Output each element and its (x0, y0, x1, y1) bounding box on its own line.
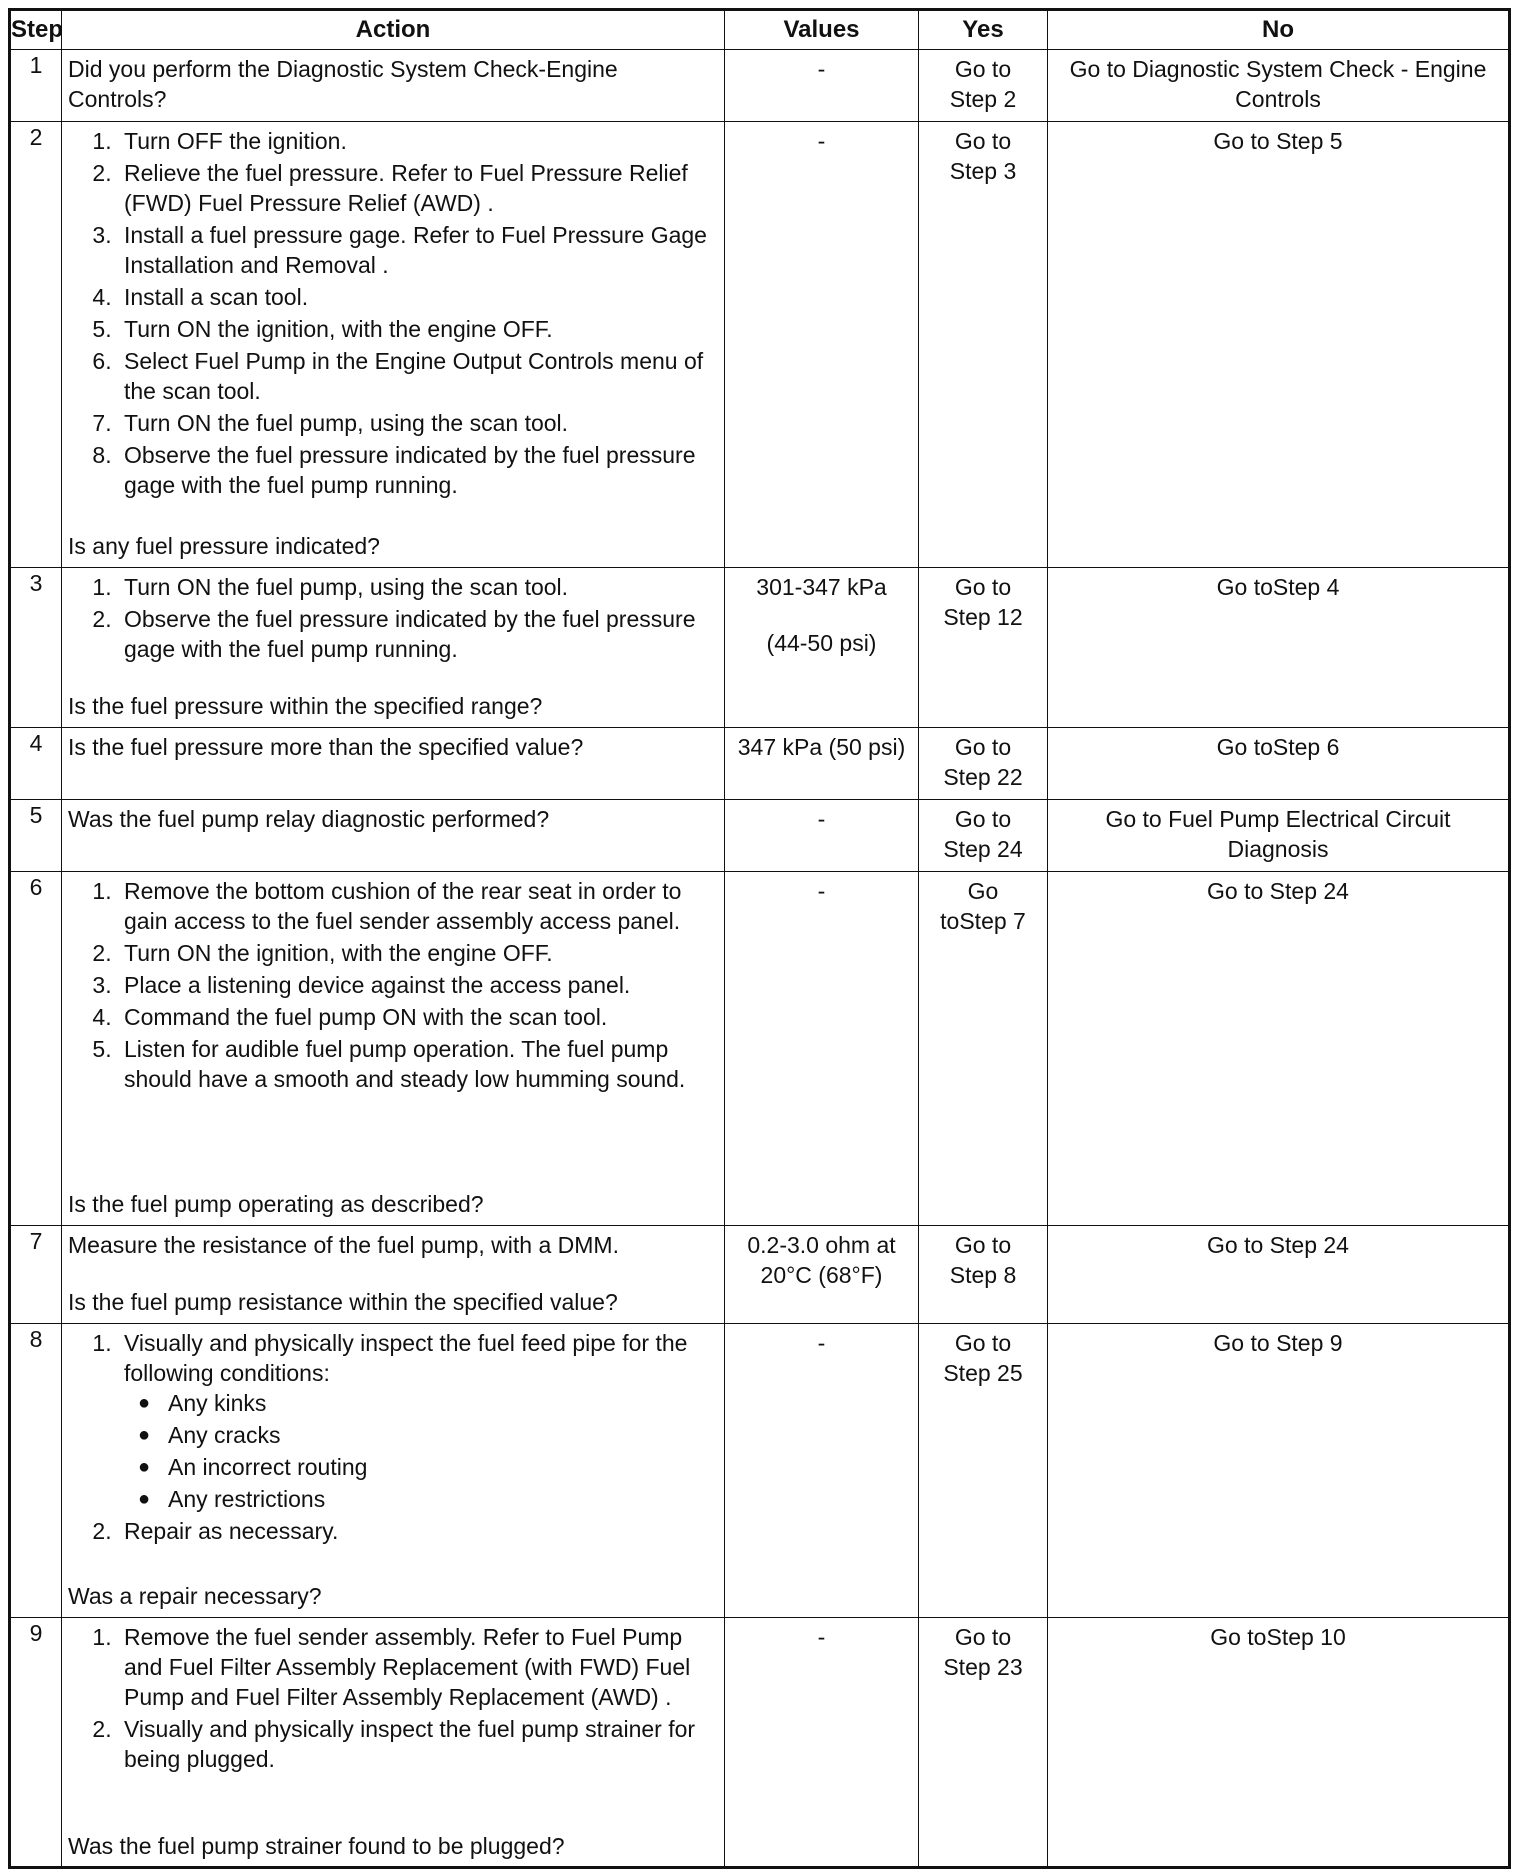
step-number: 4 (10, 728, 62, 800)
table-row (10, 50, 1510, 122)
header-action: Action (62, 10, 725, 50)
values-stack (725, 122, 918, 160)
value-text: 301-347 kPa (756, 574, 887, 600)
values-cell (725, 800, 919, 872)
action-content (62, 872, 724, 1224)
action-cell (62, 568, 725, 728)
action-steps (68, 1622, 718, 1774)
action-question: Is the fuel pump operating as described? (68, 1191, 484, 1217)
action-step (118, 970, 718, 1000)
yes-link[interactable]: Go to Step 12 (943, 574, 1023, 630)
action-intro: Was the fuel pump relay diagnostic performed? (68, 806, 550, 832)
step-number: 6 (10, 872, 62, 1226)
action-cell (62, 800, 725, 872)
condition-item: ● Any cracks (168, 1420, 718, 1450)
value-text: - (817, 806, 826, 832)
action-step (118, 220, 718, 280)
action-intro: Measure the resistance of the fuel pump, with a DMM. (68, 1232, 619, 1258)
action-cell (62, 1324, 725, 1618)
no-cell (1048, 50, 1510, 122)
value-text: - (817, 878, 826, 904)
action-step (118, 126, 718, 156)
table-row (10, 568, 1510, 728)
no-link[interactable]: Go toStep 4 (1216, 574, 1340, 600)
table-row (10, 122, 1510, 568)
action-step (118, 314, 718, 344)
action-step (118, 158, 718, 218)
yes-cell (919, 568, 1048, 728)
no-link[interactable]: Go toStep 6 (1216, 734, 1340, 760)
diagnostic-table (8, 8, 1511, 1869)
no-cell (1048, 568, 1510, 728)
table-row (10, 1618, 1510, 1868)
action-step (118, 1034, 718, 1094)
action-step (118, 440, 718, 500)
header-yes: Yes (919, 10, 1048, 50)
values-cell (725, 728, 919, 800)
action-question: Is any fuel pressure indicated? (68, 533, 380, 559)
yes-cell (919, 800, 1048, 872)
yes-link[interactable]: Go to Step 23 (943, 1624, 1023, 1680)
action-body (68, 804, 718, 834)
value-text: - (817, 1624, 826, 1650)
yes-link[interactable]: Go to Step 3 (949, 128, 1017, 184)
table-row (10, 872, 1510, 1226)
value-text: 0.2-3.0 ohm at 20°C (68°F) (747, 1232, 896, 1288)
step-number: 8 (10, 1324, 62, 1618)
action-content (62, 1618, 724, 1866)
no-link[interactable]: Go toStep 10 (1210, 1624, 1346, 1650)
header-values: Values (725, 10, 919, 50)
action-question: Was a repair necessary? (68, 1583, 322, 1609)
action-step-text: Visually and physically inspect the fuel pump strainer for being plugged. (124, 1716, 696, 1772)
yes-cell (919, 728, 1048, 800)
action-step (118, 604, 718, 664)
value-text: - (817, 1330, 826, 1356)
yes-cell (919, 50, 1048, 122)
action-intro: Did you perform the Diagnostic System Check-Engine Controls? (68, 56, 618, 112)
action-content (62, 800, 724, 870)
step-number: 1 (10, 50, 62, 122)
action-step-text: Command the fuel pump ON with the scan tool. (124, 1004, 608, 1030)
action-steps (68, 1328, 718, 1546)
action-question: Is the fuel pump resistance within the specified value? (68, 1289, 618, 1315)
action-step-text: Listen for audible fuel pump operation. The fuel pump should have a smooth and steady low humming sound. (124, 1036, 686, 1092)
action-step (118, 572, 718, 602)
action-cell (62, 122, 725, 568)
yes-link[interactable]: Go toStep 7 (940, 878, 1026, 934)
values-stack (725, 1618, 918, 1656)
no-link[interactable]: Go to Step 24 (1207, 1232, 1349, 1258)
no-cell (1048, 1324, 1510, 1618)
action-steps (68, 876, 718, 1094)
action-content (62, 1226, 724, 1322)
yes-cell (919, 872, 1048, 1226)
values-stack (725, 728, 918, 766)
condition-item: ● An incorrect routing (168, 1452, 718, 1482)
table-row (10, 800, 1510, 872)
condition-list (124, 1388, 718, 1514)
no-link[interactable]: Go to Diagnostic System Check - Engine Controls (1069, 56, 1487, 112)
values-stack (725, 1226, 918, 1294)
action-step-text: Turn ON the fuel pump, using the scan tool. (124, 574, 569, 600)
condition-item: ● Any kinks (168, 1388, 718, 1418)
action-step (118, 1714, 718, 1774)
values-stack (725, 568, 918, 662)
yes-cell (919, 1618, 1048, 1868)
action-step-text: Remove the fuel sender assembly. Refer to Fuel Pump and Fuel Filter Assembly Replacement (with FWD) Fuel Pump and Fuel Filter Assembly Replacement (AWD) . (124, 1624, 691, 1710)
action-content (62, 50, 724, 120)
action-body (68, 876, 718, 1096)
action-cell (62, 872, 725, 1226)
action-body (68, 126, 718, 502)
no-cell (1048, 1226, 1510, 1324)
yes-cell (919, 1324, 1048, 1618)
action-step (118, 1328, 718, 1514)
header-row (10, 10, 1510, 50)
step-number: 9 (10, 1618, 62, 1868)
no-cell (1048, 872, 1510, 1226)
no-cell (1048, 1618, 1510, 1868)
no-link[interactable]: Go to Step 24 (1207, 878, 1349, 904)
action-question: Was the fuel pump strainer found to be plugged? (68, 1833, 565, 1859)
action-body (68, 54, 718, 114)
action-step (118, 1622, 718, 1712)
action-cell (62, 1226, 725, 1324)
action-step (118, 938, 718, 968)
action-step-text: Install a scan tool. (124, 284, 309, 310)
yes-link[interactable]: Go to Step 2 (949, 56, 1017, 112)
action-cell (62, 50, 725, 122)
no-link[interactable]: Go to Fuel Pump Electrical Circuit Diagnosis (1105, 806, 1451, 862)
action-step (118, 282, 718, 312)
action-question: Is the fuel pressure within the specified range? (68, 693, 543, 719)
values-cell (725, 1226, 919, 1324)
values-stack (725, 50, 918, 88)
value-text: (44-50 psi) (766, 630, 877, 656)
action-body (68, 1230, 718, 1260)
action-steps (68, 572, 718, 664)
step-number: 5 (10, 800, 62, 872)
action-intro: Is the fuel pressure more than the specified value? (68, 734, 584, 760)
action-content (62, 1324, 724, 1616)
header-no: No (1048, 10, 1510, 50)
values-cell (725, 568, 919, 728)
action-body (68, 1622, 718, 1776)
no-cell (1048, 728, 1510, 800)
no-cell (1048, 800, 1510, 872)
action-step-text: Install a fuel pressure gage. Refer to Fuel Pressure Gage Installation and Removal . (124, 222, 707, 278)
action-step-text: Turn ON the ignition, with the engine OFF. (124, 316, 553, 342)
action-step (118, 1002, 718, 1032)
no-link[interactable]: Go to Step 5 (1213, 128, 1343, 154)
value-text: 347 kPa (50 psi) (737, 734, 906, 760)
table-row (10, 1226, 1510, 1324)
no-cell (1048, 122, 1510, 568)
action-step-text: Repair as necessary. (124, 1518, 339, 1544)
action-body (68, 732, 718, 762)
header-step: Step (10, 10, 62, 50)
values-cell (725, 50, 919, 122)
values-cell (725, 872, 919, 1226)
yes-cell (919, 1226, 1048, 1324)
values-stack (725, 1324, 918, 1362)
action-steps (68, 126, 718, 500)
yes-link[interactable]: Go to Step 25 (943, 1330, 1023, 1386)
action-step (118, 1516, 718, 1546)
action-cell (62, 728, 725, 800)
action-body (68, 1328, 718, 1548)
yes-link[interactable]: Go to Step 8 (949, 1232, 1017, 1288)
yes-link[interactable]: Go to Step 24 (943, 806, 1023, 862)
action-step (118, 346, 718, 406)
action-step (118, 408, 718, 438)
action-step-text: Observe the fuel pressure indicated by the fuel pressure gage with the fuel pump running. (124, 442, 696, 498)
action-step-text: Turn ON the fuel pump, using the scan tool. (124, 410, 569, 436)
step-number: 7 (10, 1226, 62, 1324)
values-stack (725, 872, 918, 910)
action-step-text: Place a listening device against the access panel. (124, 972, 631, 998)
action-step-text: Turn OFF the ignition. (124, 128, 347, 154)
action-cell (62, 1618, 725, 1868)
table-row (10, 1324, 1510, 1618)
action-step-text: Turn ON the ignition, with the engine OFF. (124, 940, 553, 966)
table-row (10, 728, 1510, 800)
action-step-text: Relieve the fuel pressure. Refer to Fuel Pressure Relief (FWD) Fuel Pressure Relief (AWD) . (124, 160, 688, 216)
no-link[interactable]: Go to Step 9 (1213, 1330, 1343, 1356)
values-stack (725, 800, 918, 838)
yes-link[interactable]: Go to Step 22 (943, 734, 1023, 790)
condition-item: ● Any restrictions (168, 1484, 718, 1514)
values-cell (725, 1618, 919, 1868)
step-number: 2 (10, 122, 62, 568)
action-step-text: Remove the bottom cushion of the rear seat in order to gain access to the fuel sender assembly access panel. (124, 878, 682, 934)
values-cell (725, 122, 919, 568)
yes-cell (919, 122, 1048, 568)
values-cell (725, 1324, 919, 1618)
value-text: - (817, 56, 826, 82)
action-step (118, 876, 718, 936)
action-content (62, 568, 724, 726)
action-content (62, 122, 724, 566)
step-number: 3 (10, 568, 62, 728)
action-step-text: Visually and physically inspect the fuel feed pipe for the following conditions: (124, 1330, 688, 1386)
action-content (62, 728, 724, 798)
action-body (68, 572, 718, 666)
action-step-text: Observe the fuel pressure indicated by the fuel pressure gage with the fuel pump running. (124, 606, 696, 662)
value-text: - (817, 128, 826, 154)
action-step-text: Select Fuel Pump in the Engine Output Controls menu of the scan tool. (124, 348, 704, 404)
